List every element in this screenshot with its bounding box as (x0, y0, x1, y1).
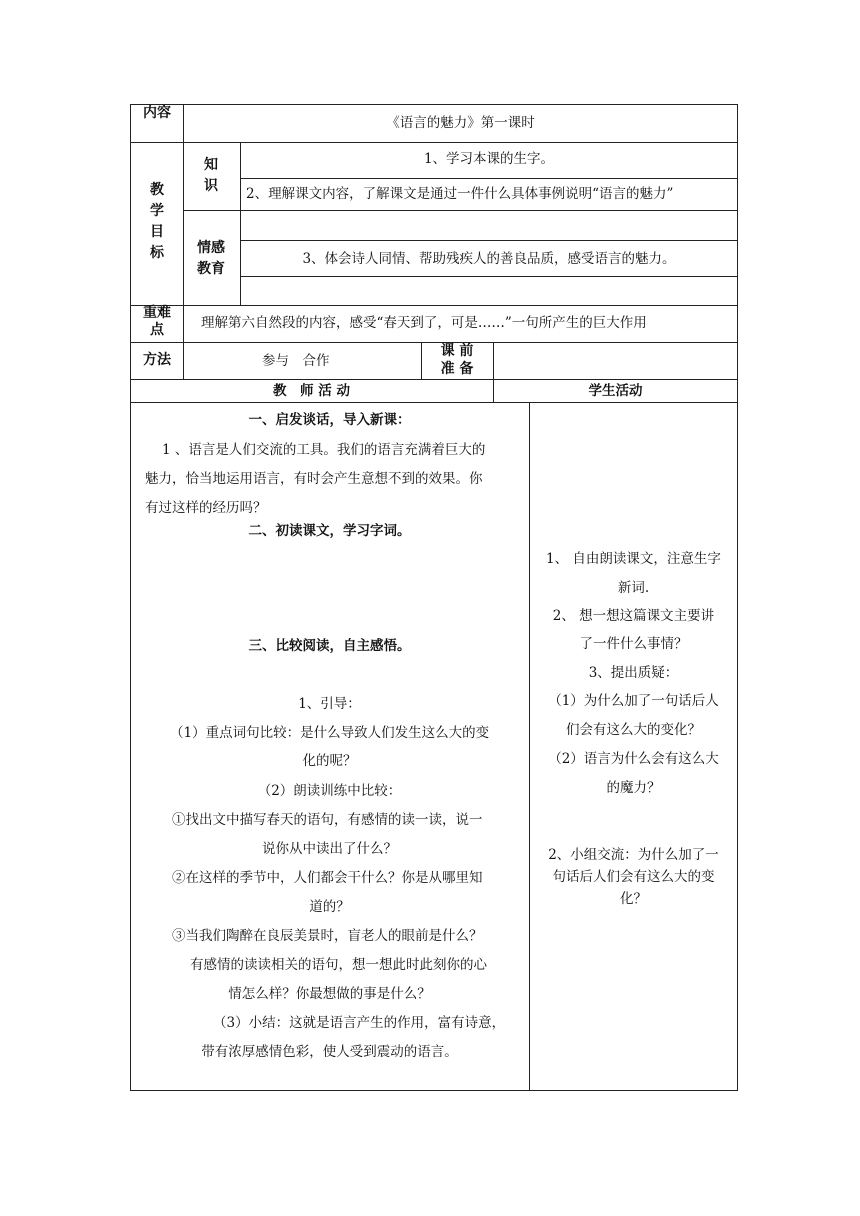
content-label: 内容 (143, 105, 171, 121)
row-divider (240, 178, 738, 179)
teacher-text: 魅力，恰当地运用语言，有时会产生意想不到的效果。你 (145, 471, 483, 487)
teacher-text: 带有浓厚感情色彩，使人受到震动的语言。 (201, 1044, 458, 1060)
difficulty-label: 重难点 (143, 305, 171, 338)
student-text: （1）为什么加了一句话后人 (548, 693, 719, 709)
knowledge-goal-2: 2、理解课文内容，了解课文是通过一件什么具体事例说明“语言的魅力” (246, 186, 674, 202)
teacher-activity-header: 教 师 活 动 (273, 383, 350, 399)
lesson-title: 《语言的魅力》第一课时 (386, 115, 535, 131)
student-text: 句话后人们会有这么大的变 (552, 869, 715, 885)
knowledge-label: 知识 (204, 157, 218, 194)
teacher-text: （1）重点词句比较：是什么导致人们发生这么大的变 (170, 725, 490, 741)
student-text: 2、小组交流：为什么加了一 (548, 847, 719, 863)
row-divider (130, 402, 738, 403)
row-divider (130, 379, 738, 380)
teacher-text: ①找出文中描写春天的语句，有感情的读一读，说一 (172, 812, 483, 828)
section-3-title: 三、比较阅读，自主感悟。 (248, 638, 411, 654)
student-activity-header: 学生活动 (588, 383, 643, 399)
method-text: 参与 合作 (262, 353, 330, 369)
teacher-text: 有感情的读读相关的语句，想一想此时此刻你的心 (190, 957, 487, 973)
student-text: 了一件什么事情？ (579, 636, 688, 652)
teacher-text: 1 、语言是人们交流的工具。我们的语言充满着巨大的 (162, 442, 486, 458)
teacher-text: 1、引导： (298, 696, 361, 712)
teacher-text: （2）朗读训练中比较： (257, 783, 402, 799)
teacher-text: 道的？ (309, 899, 350, 915)
row-divider (183, 210, 738, 211)
difficulty-text: 理解第六自然段的内容，感受“春天到了，可是……”一句所产生的巨大作用 (201, 315, 647, 331)
student-text: 们会有这么大的变化？ (566, 722, 701, 738)
col-divider (183, 104, 184, 379)
teacher-text: 化的呢？ (302, 753, 357, 769)
section-2-title: 二、初读课文，学习字词。 (248, 523, 411, 539)
goals-label: 教学目标 (150, 182, 164, 261)
student-text: 的魔力？ (606, 780, 661, 796)
teacher-text: ③当我们陶醉在良辰美景时，盲老人的眼前是什么？ (172, 928, 483, 944)
row-divider (130, 305, 738, 306)
teacher-text: （3）小结：这就是语言产生的作用，富有诗意， (213, 1015, 506, 1031)
col-divider (421, 342, 422, 379)
student-text: 2、 想一想这篇课文主要讲 (552, 608, 715, 624)
teacher-text: ②在这样的季节中，人们都会干什么？你是从哪里知 (172, 870, 483, 886)
col-divider (529, 402, 530, 1091)
knowledge-goal-1: 1、学习本课的生字。 (423, 151, 555, 167)
student-text: 化？ (620, 891, 647, 907)
row-divider (130, 142, 738, 143)
teacher-text: 说你从中读出了什么？ (262, 841, 397, 857)
teacher-text: 有过这样的经历吗？ (145, 500, 267, 516)
teacher-text: 情怎么样？你最想做的事是什么？ (228, 986, 431, 1002)
section-1-title: 一、启发谈话，导入新课： (248, 412, 411, 428)
student-text: 1、 自由朗读课文，注意生字 (546, 551, 721, 567)
prep-label: 课 前 准 备 (440, 343, 474, 377)
student-text: （2）语言为什么会有这么大 (548, 751, 719, 767)
student-text: 3、提出质疑： (588, 665, 679, 681)
emotion-label: 情感教育 (197, 240, 225, 277)
student-text: 新词. (617, 580, 650, 596)
row-divider (240, 240, 738, 241)
method-label: 方法 (143, 352, 171, 368)
emotion-goal-1: 3、体会诗人同情、帮助残疾人的善良品质，感受语言的魅力。 (302, 251, 676, 267)
row-divider (240, 276, 738, 277)
